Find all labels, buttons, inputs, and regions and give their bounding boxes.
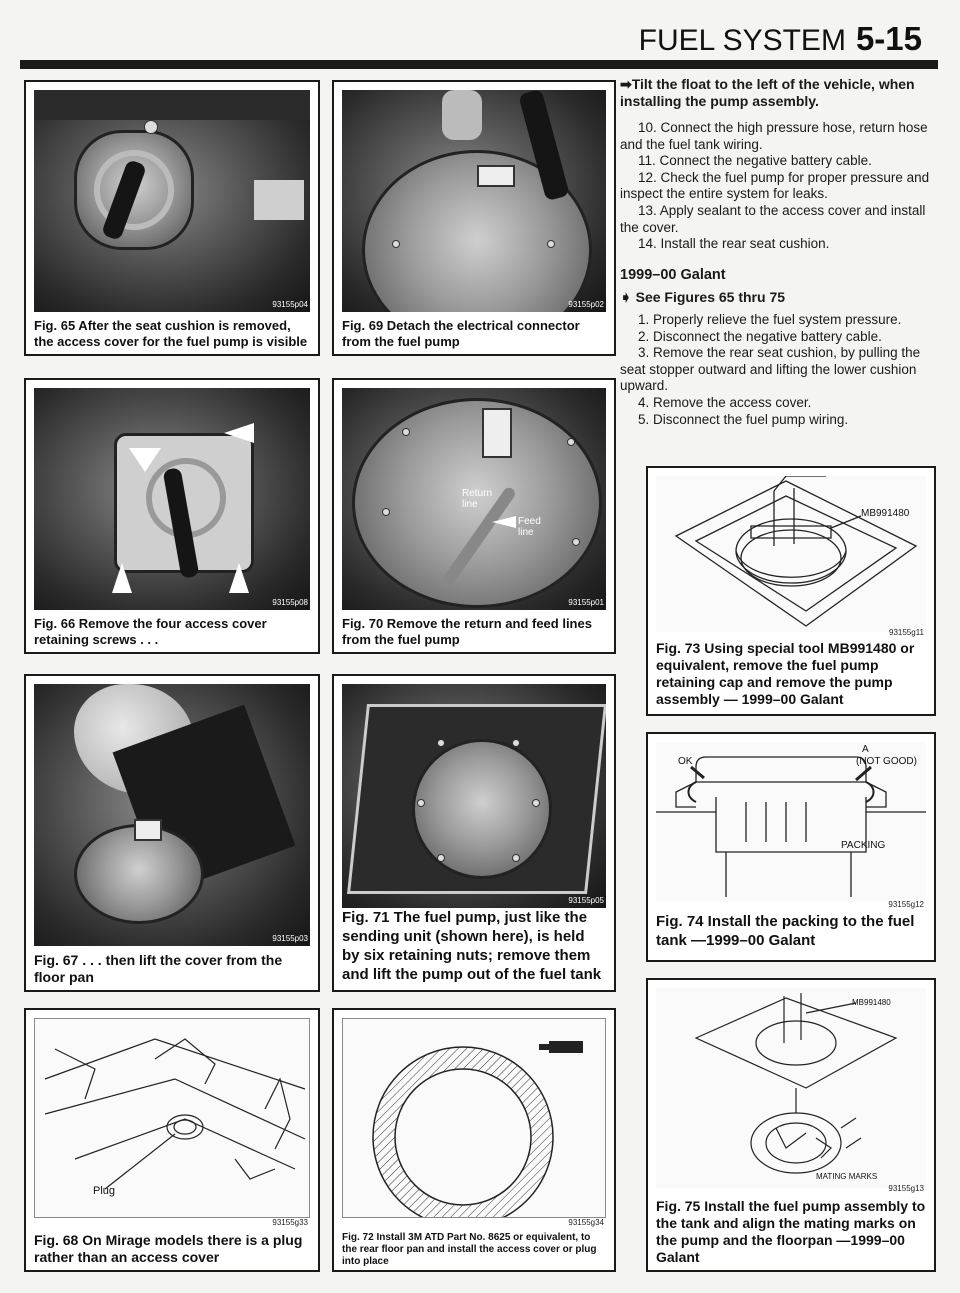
figure-reference: ➧ See Figures 65 thru 75 bbox=[620, 289, 786, 306]
tool-label: MB991480 bbox=[861, 508, 910, 519]
figure-73-code: 93155g11 bbox=[889, 628, 924, 637]
figure-71-photo bbox=[342, 684, 606, 908]
figure-67-code: 93155p03 bbox=[272, 934, 308, 943]
figure-65-photo bbox=[34, 90, 310, 312]
step-10: 10. Connect the high pressure hose, return hose and the fuel tank wiring. bbox=[620, 120, 928, 152]
packing-label: PACKING bbox=[841, 840, 886, 851]
step-2: 2. Disconnect the negative battery cable. bbox=[638, 328, 882, 344]
installation-note: ➡Tilt the float to the left of the vehicle, when installing the pump assembly. bbox=[620, 76, 915, 109]
figure-66-photo bbox=[34, 388, 310, 610]
header-rule bbox=[20, 60, 938, 69]
figure-73-drawing bbox=[656, 476, 926, 632]
figure-74-code: 93155g12 bbox=[888, 900, 924, 909]
figure-72-caption: Fig. 72 Install 3M ATD Part No. 8625 or equivalent, to the rear floor pan and install the access cover or plug into place bbox=[342, 1232, 597, 1268]
figure-65 bbox=[24, 80, 320, 356]
figure-66-code: 93155p08 bbox=[272, 598, 308, 607]
figure-71-caption: Fig. 71 The fuel pump, just like the sending unit (shown here), is held by six retaining nuts; remove them and lift the pump out of the fuel tank bbox=[342, 909, 602, 983]
figure-66 bbox=[24, 378, 320, 654]
figure-68-code: 93155g33 bbox=[272, 1218, 308, 1227]
figure-69 bbox=[332, 80, 616, 356]
step-4: 4. Remove the access cover. bbox=[638, 394, 812, 410]
section-heading: 1999–00 Galant bbox=[620, 266, 726, 283]
figure-74-drawing bbox=[656, 742, 926, 902]
running-head bbox=[639, 20, 922, 58]
step-3: 3. Remove the rear seat cushion, by pulling the seat stopper outward and lifting the lower cushion upward. bbox=[620, 345, 921, 394]
figure-72-drawing bbox=[342, 1018, 606, 1218]
figure-67-caption: Fig. 67 . . . then lift the cover from the floor pan bbox=[34, 952, 283, 986]
figure-70-code: 93155p01 bbox=[568, 598, 604, 607]
figure-71-code: 93155p05 bbox=[568, 896, 604, 905]
step-5: 5. Disconnect the fuel pump wiring. bbox=[638, 411, 849, 427]
figure-70-photo bbox=[342, 388, 606, 610]
figure-68 bbox=[24, 1008, 320, 1272]
figure-69-code: 93155p02 bbox=[568, 300, 604, 309]
a-label: A bbox=[862, 744, 869, 755]
figure-75-code: 93155g13 bbox=[888, 1184, 924, 1193]
figure-67-photo bbox=[34, 684, 310, 946]
page-number: 5-15 bbox=[855, 20, 922, 57]
figure-66-caption: Fig. 66 Remove the four access cover retaining screws . . . bbox=[34, 616, 267, 647]
figure-73-caption: Fig. 73 Using special tool MB991480 or equivalent, remove the fuel pump retaining cap and remove the pump assembly — 1999–00 Galant bbox=[656, 640, 915, 708]
step-13: 13. Apply sealant to the access cover and install the cover. bbox=[620, 202, 926, 235]
figure-73 bbox=[646, 466, 936, 716]
figure-72 bbox=[332, 1008, 616, 1272]
plug-label: Plug bbox=[93, 1185, 116, 1197]
figure-68-caption: Fig. 68 On Mirage models there is a plug rather than an access cover bbox=[34, 1232, 303, 1266]
mating-marks-label: MATING MARKS bbox=[816, 1172, 878, 1181]
figure-69-photo bbox=[342, 90, 606, 312]
figure-69-caption: Fig. 69 Detach the electrical connector from the fuel pump bbox=[342, 318, 580, 349]
step-11: 11. Connect the negative battery cable. bbox=[638, 153, 872, 169]
figure-68-drawing bbox=[34, 1018, 310, 1218]
figure-65-caption: Fig. 65 After the seat cushion is removed, the access cover for the fuel pump is visible bbox=[34, 318, 308, 349]
figure-72-code: 93155g34 bbox=[568, 1218, 604, 1227]
step-1: 1. Properly relieve the fuel system pressure. bbox=[638, 311, 902, 327]
figure-74 bbox=[646, 732, 936, 962]
page-header bbox=[0, 0, 960, 72]
figure-70 bbox=[332, 378, 616, 654]
figure-67 bbox=[24, 674, 320, 992]
body-text bbox=[620, 76, 938, 428]
figure-75-caption: Fig. 75 Install the fuel pump assembly to the tank and align the mating marks on the pump and the floorpan —1999–00 Galant bbox=[656, 1198, 926, 1266]
step-14: 14. Install the rear seat cushion. bbox=[638, 236, 830, 252]
figure-65-code: 93155p04 bbox=[272, 300, 308, 309]
tool-label-75: MB991480 bbox=[852, 998, 891, 1007]
ok-label: OK bbox=[678, 756, 693, 767]
not-good-label: (NOT GOOD) bbox=[856, 756, 917, 767]
feed-line-label: Feed line bbox=[518, 516, 541, 538]
figure-75 bbox=[646, 978, 936, 1272]
figure-71 bbox=[332, 674, 616, 992]
chapter-title: FUEL SYSTEM bbox=[638, 24, 846, 57]
figure-75-drawing bbox=[656, 988, 926, 1188]
figure-70-caption: Fig. 70 Remove the return and feed lines from the fuel pump bbox=[342, 616, 592, 647]
figure-74-caption: Fig. 74 Install the packing to the fuel tank —1999–00 Galant bbox=[656, 913, 915, 949]
return-line-label: Return line bbox=[462, 488, 493, 510]
step-12: 12. Check the fuel pump for proper pressure and inspect the entire system for leaks. bbox=[620, 169, 930, 202]
